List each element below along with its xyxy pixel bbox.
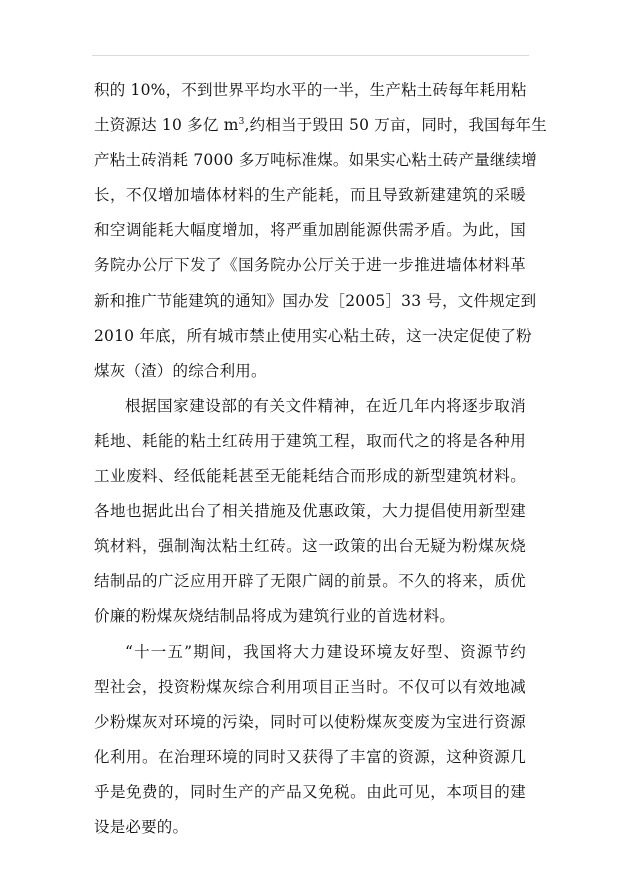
paragraph-2-line-3: 工业废料、经低能耗甚至无能耗结合而形成的新型建筑材料。 bbox=[94, 467, 526, 486]
body-text bbox=[94, 73, 547, 845]
paragraph-1-line-2-tail: ,约相当于毁田 50 万亩，同时，我国每年生 bbox=[244, 116, 547, 135]
superscript-cubic: 3 bbox=[238, 117, 245, 128]
paragraph-1-line-6: 务院办公厅下发了《国务院办公厅关于进一步推进墙体材料革 bbox=[94, 256, 526, 275]
paragraph-1-line-2-text: 土资源达 10 多亿 m bbox=[94, 116, 239, 135]
paragraph-1-line-1: 积的 10%，不到世界平均水平的一半，生产粘土砖每年耗用粘 bbox=[94, 81, 527, 99]
paragraph-2-line-7: 价廉的粉煤灰烧结制品将成为建筑行业的首选材料。 bbox=[94, 607, 456, 626]
paragraph-2-line-4: 各地也据此出台了相关措施及优惠政策，大力提倡使用新型建 bbox=[94, 502, 526, 521]
paragraph-2-line-5: 筑材料，强制淘汰粘土红砖。这一政策的出台无疑为粉煤灰烧 bbox=[94, 537, 526, 556]
paragraph-3-line-5: 乎是免费的，同时生产的产品又免税。由此可见，本项目的建 bbox=[94, 782, 526, 801]
paragraph-3-line-1: “十一五”期间，我国将大力建设环境友好型、资源节约 bbox=[125, 642, 526, 661]
paragraph-1-line-7: 新和推广节能建筑的通知》国办发［2005］33 号，文件规定到 bbox=[94, 291, 537, 310]
paragraph-1-line-3: 产粘土砖消耗 7000 多万吨标准煤。如果实心粘土砖产量继续增 bbox=[94, 151, 538, 170]
header-rule bbox=[92, 55, 529, 56]
paragraph-1-line-4: 长，不仅增加墙体材料的生产能耗，而且导致新建建筑的采暖 bbox=[94, 186, 526, 205]
paragraph-3-line-2: 型社会，投资粉煤灰综合利用项目正当时。不仅可以有效地减 bbox=[94, 677, 526, 696]
paragraph-3-line-3: 少粉煤灰对环境的污染，同时可以使粉煤灰变废为宝进行资源 bbox=[94, 712, 526, 731]
paragraph-3-line-6: 设是必要的。 bbox=[94, 817, 189, 836]
paragraph-1-line-9: 煤灰（渣）的综合利用。 bbox=[94, 361, 267, 380]
paragraph-1-line-5: 和空调能耗大幅度增加，将严重加剧能源供需矛盾。为此，国 bbox=[94, 221, 526, 240]
paragraph-1-line-8: 2010 年底，所有城市禁止使用实心粘土砖，这一决定促使了粉 bbox=[94, 326, 532, 345]
paragraph-3-line-4: 化利用。在治理环境的同时又获得了丰富的资源，这种资源几 bbox=[94, 747, 526, 766]
paragraph-2-line-2: 耗地、耗能的粘土红砖用于建筑工程，取而代之的将是各种用 bbox=[94, 431, 526, 450]
paragraph-2-line-6: 结制品的广泛应用开辟了无限广阔的前景。不久的将来，质优 bbox=[94, 572, 526, 591]
paragraph-2-line-1: 根据国家建设部的有关文件精神，在近几年内将逐步取消 bbox=[125, 396, 526, 415]
paragraph-1-line-2 bbox=[94, 108, 547, 143]
